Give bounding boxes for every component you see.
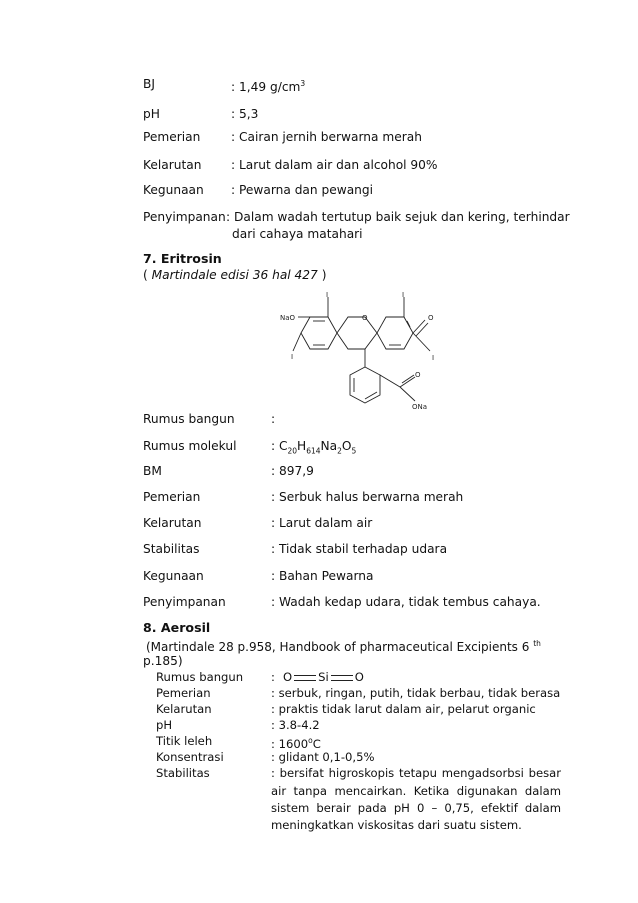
left-ring	[301, 317, 337, 349]
prop-value: :	[271, 670, 275, 684]
prop-label: Pemerian	[143, 130, 201, 144]
ref-text: (Martindale 28 p.958, Handbook of pharmaceutical Excipients 6	[146, 640, 530, 654]
atom-label-iodine-2: I	[402, 291, 405, 299]
atom-label-ona: ONa	[412, 403, 428, 411]
molecular-formula	[271, 438, 356, 459]
prop-value-text: : 1600	[271, 736, 309, 751]
prop-value: : Larut dalam air dan alcohol 90%	[231, 158, 438, 172]
atom-label-acid-oxygen: O	[415, 371, 421, 379]
atom-si: Si	[318, 670, 329, 684]
section-8-heading: 8. Aerosil	[143, 620, 211, 635]
prop-label: Penyimpanan	[143, 595, 226, 609]
central-ring	[337, 317, 377, 349]
prop-label: Pemerian	[143, 490, 201, 504]
atom-label-iodine-1: I	[326, 291, 329, 299]
prop-value: : Dalam wadah tertutup baik sejuk dan kering, terhindar	[226, 210, 570, 224]
atom-label-ring-oxygen: O	[362, 314, 368, 322]
prop-label: BJ	[143, 77, 155, 91]
prop-value: : Pewarna dan pewangi	[231, 183, 374, 197]
double-bond	[294, 675, 316, 681]
prop-value: : serbuk, ringan, putih, tidak berbau, tidak berasa	[271, 686, 561, 700]
prop-label: pH	[143, 107, 160, 121]
degree-sup: o	[308, 736, 313, 745]
prop-label: Penyimpanan	[143, 210, 226, 224]
prop-value-line: sistem berair pada pH 0 – 0,75, efektif dalam	[271, 801, 561, 815]
prop-value-text: : 1,49 g/cm	[231, 80, 301, 95]
prop-label: Rumus bangun	[143, 412, 235, 426]
formula-na: Na	[320, 439, 338, 453]
prop-label: Rumus molekul	[143, 439, 237, 453]
ref-close: )	[317, 268, 327, 282]
ref-sup: th	[533, 639, 541, 648]
ref-text: Martindale edisi 36 hal 427	[151, 268, 318, 282]
prop-label: Kegunaan	[143, 569, 204, 583]
double-bond	[331, 675, 353, 681]
formula-sub: 2	[337, 446, 342, 456]
atom-label-iodine-4: I	[432, 354, 435, 362]
erythrosine-structure	[270, 285, 460, 415]
prop-value: : Serbuk halus berwarna merah	[271, 490, 464, 504]
prop-value: : glidant 0,1-0,5%	[271, 750, 375, 764]
prop-label: BM	[143, 464, 162, 478]
prop-label: Kelarutan	[143, 516, 202, 530]
atom-o: O	[283, 670, 293, 684]
prop-label: Kegunaan	[143, 183, 204, 197]
prop-label: Stabilitas	[156, 766, 210, 780]
prop-value: :	[271, 412, 276, 426]
prop-value: : Tidak stabil terhadap udara	[271, 542, 448, 556]
prop-value: : 5,3	[231, 107, 259, 121]
section-8-reference-line-2: p.185)	[143, 654, 183, 668]
prop-value-continuation: dari cahaya matahari	[232, 227, 363, 241]
prop-label: Stabilitas	[143, 542, 200, 556]
atom-o: O	[354, 670, 364, 684]
section-7-heading: 7. Eritrosin	[143, 251, 222, 266]
formula-h: H	[297, 439, 307, 453]
prop-label: Kelarutan	[156, 702, 212, 716]
formula-c: : C	[271, 439, 288, 453]
atom-label-iodine-3: I	[291, 353, 294, 361]
ref-open: (	[143, 268, 152, 282]
prop-label: Pemerian	[156, 686, 211, 700]
atom-label-nao: NaO	[280, 314, 296, 322]
prop-label: Konsentrasi	[156, 750, 224, 764]
prop-value-line: meningkatkan viskositas dari suatu sistem.	[271, 818, 522, 832]
prop-value: : 3.8-4.2	[271, 718, 320, 732]
prop-label: Titik leleh	[156, 734, 213, 748]
prop-value: : praktis tidak larut dalam air, pelarut organic	[271, 702, 536, 716]
prop-value: : 897,9	[271, 464, 314, 478]
prop-value: : Larut dalam air	[271, 516, 373, 530]
prop-value-line: air tanpa mencairkan. Ketika digunakan dalam	[271, 784, 561, 798]
formula-sub: 614	[306, 446, 321, 456]
atom-label-keto-oxygen: O	[428, 314, 434, 322]
prop-value: : Cairan jernih berwarna merah	[231, 130, 422, 144]
prop-label: Kelarutan	[143, 158, 202, 172]
prop-value	[231, 76, 305, 95]
prop-value-sup: 3	[300, 79, 306, 88]
formula-sub: 20	[287, 446, 298, 456]
prop-label: Rumus bangun	[156, 670, 244, 684]
section-7-reference	[143, 267, 326, 283]
section-8-reference-line-1	[146, 636, 541, 655]
formula-o: O	[341, 439, 352, 453]
phenyl-ring	[350, 367, 380, 403]
prop-label: pH	[156, 718, 173, 732]
prop-value-line: : bersifat higroskopis tetapu mengadsorbsi besar	[271, 766, 561, 780]
prop-value-unit: C	[312, 736, 321, 751]
prop-value: : Bahan Pewarna	[271, 569, 374, 583]
prop-value: : Wadah kedap udara, tidak tembus cahaya.	[271, 595, 541, 609]
formula-sub: 5	[351, 446, 357, 456]
silica-structure	[283, 669, 364, 685]
